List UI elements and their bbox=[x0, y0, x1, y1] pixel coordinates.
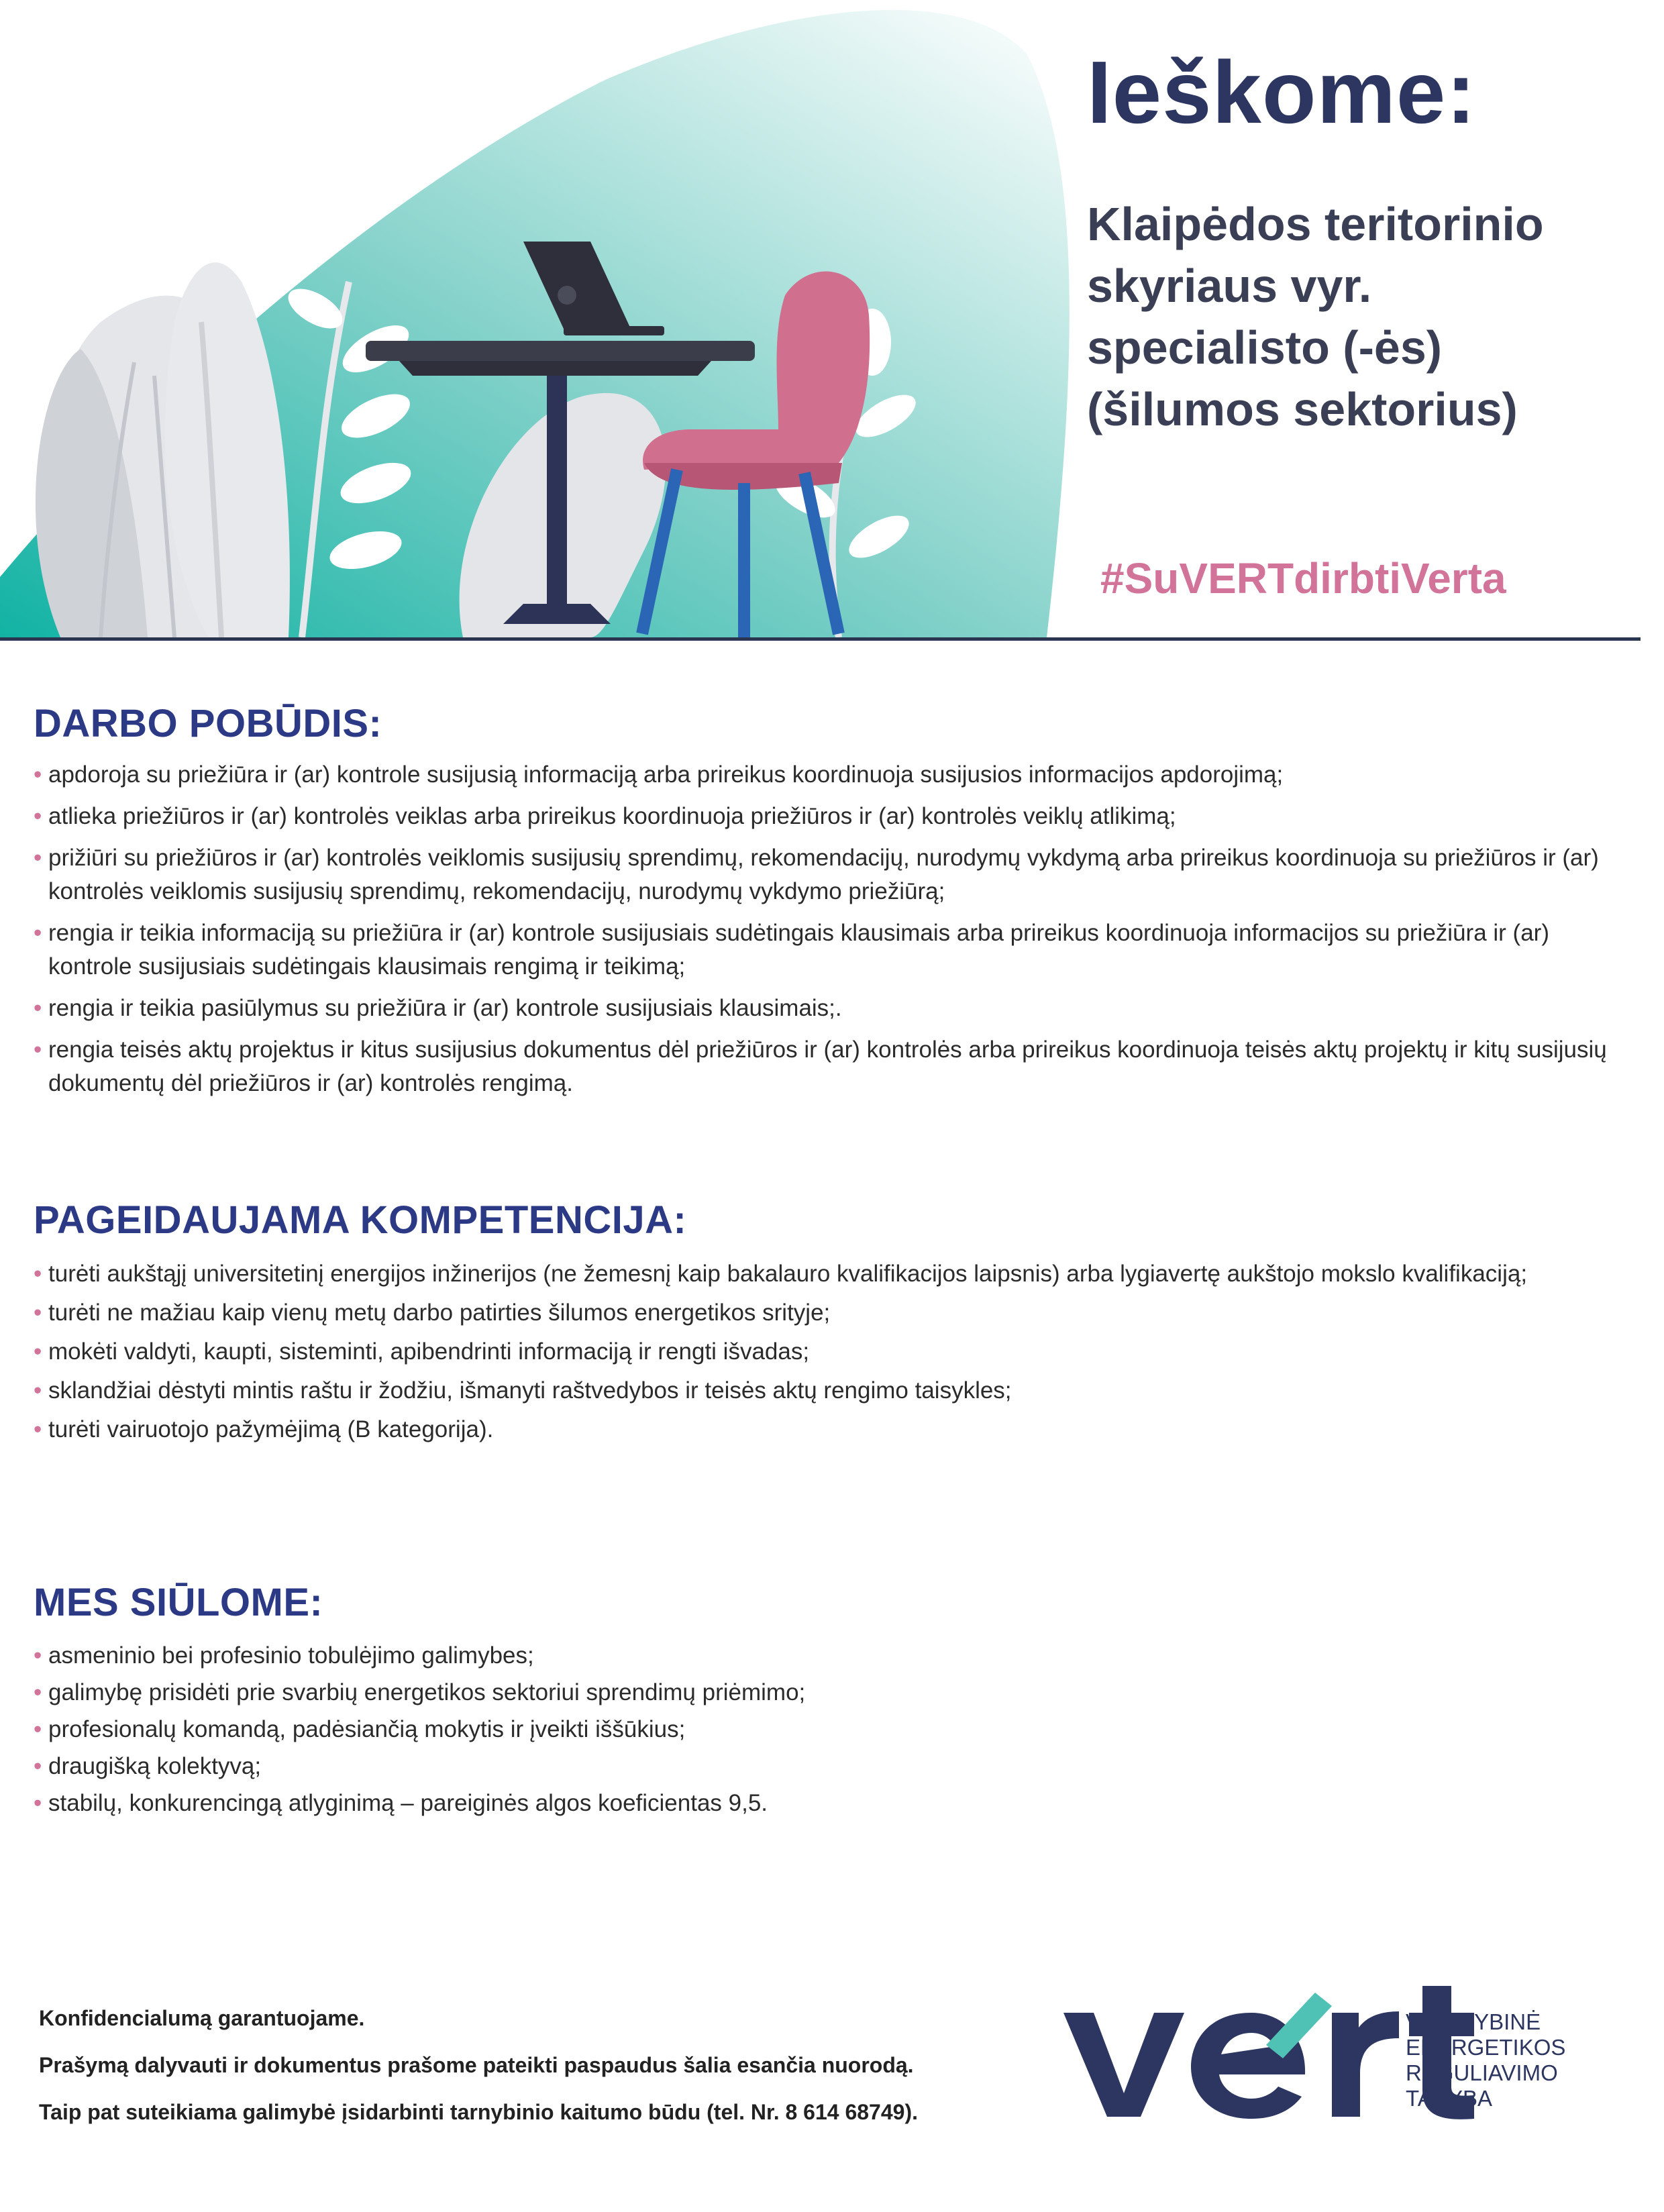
list-item: • atlieka priežiūros ir (ar) kontrolės veiklas arba prireikus koordinuoja priežiūros ir (ar) kontrolės veiklų atlikimą; bbox=[34, 800, 1630, 833]
job-title-line: Klaipėdos teritorinio bbox=[1087, 198, 1544, 250]
logo-caption-line: VALSTYBINĖ bbox=[1406, 2009, 1541, 2034]
list-item: • stabilų, konkurencingą atlyginimą – pareiginės algos koeficientas 9,5. bbox=[34, 1785, 1630, 1822]
list-item: • rengia ir teikia pasiūlymus su priežiūra ir (ar) kontrole susijusiais klausimais;. bbox=[34, 992, 1630, 1025]
bullet-list bbox=[34, 1255, 1630, 1449]
job-title bbox=[1087, 193, 1637, 440]
section-we-offer bbox=[34, 1580, 1630, 1822]
confidentiality-note: Konfidencialumą garantuojame. bbox=[39, 2006, 365, 2030]
job-title-line: specialisto (-ės) bbox=[1087, 321, 1443, 374]
logo-letter-v bbox=[1063, 2013, 1184, 2117]
logo-letter-r bbox=[1332, 2011, 1399, 2117]
transfer-note: Taip pat suteikiama galimybė įsidarbinti tarnybinio kaitumo būdu (tel. Nr. 8 614 68749). bbox=[39, 2100, 918, 2124]
list-item: • rengia ir teikia informaciją su priežiūra ir (ar) kontrole susijusiais sudėtingais klausimais arba prireikus koordinuoja informacijos su priežiūra ir (ar) kontrole susijusiais sudėtingais klausimais rengimą ir teikimą; bbox=[34, 916, 1630, 984]
page-headline: Ieškome: bbox=[1087, 43, 1477, 142]
table-top bbox=[366, 341, 755, 361]
list-item: • turėti aukštąjį universitetinį energijos inžinerijos (ne žemesnį kaip bakalauro kvalifikacijos laipsnis) arba lygiavertę aukštojo mokslo kvalifikaciją; bbox=[34, 1255, 1630, 1294]
list-item: • mokėti valdyti, kaupti, sisteminti, apibendrinti informaciją ir rengti išvadas; bbox=[34, 1332, 1630, 1371]
logo-caption bbox=[1406, 2009, 1565, 2111]
section-job-description bbox=[34, 701, 1630, 1108]
list-item: • draugišką kolektyvą; bbox=[34, 1748, 1630, 1785]
application-note: Prašymą dalyvauti ir dokumentus prašome pateikti paspaudus šalia esančia nuorodą. bbox=[39, 2053, 914, 2077]
list-item: • profesionalų komandą, padėsiančią mokytis ir įveikti iššūkius; bbox=[34, 1711, 1630, 1748]
bullet-list bbox=[34, 1637, 1630, 1822]
list-item: • prižiūri su priežiūros ir (ar) kontrolės veiklomis susijusių sprendimų, rekomendacijų, nurodymų vykdymą arba prireikus koordinuoja su priežiūros ir (ar) kontrolės veiklomis susijusių sprendimų, rekomendacijų, nurodymų vykdymo priežiūrą; bbox=[34, 841, 1630, 908]
bullet-list bbox=[34, 758, 1630, 1100]
section-competence bbox=[34, 1198, 1630, 1449]
list-item: • turėti ne mažiau kaip vienų metų darbo patirties šilumos energetikos srityje; bbox=[34, 1294, 1630, 1332]
list-item: • sklandžiai dėstyti mintis raštu ir žodžiu, išmanyti raštvedybos ir teisės aktų rengimo taisykles; bbox=[34, 1371, 1630, 1410]
header-divider bbox=[0, 637, 1641, 641]
section-title: DARBO POBŪDIS: bbox=[34, 702, 382, 745]
list-item: • turėti vairuotojo pažymėjimą (B kategorija). bbox=[34, 1410, 1630, 1449]
list-item: • rengia teisės aktų projektus ir kitus susijusius dokumentus dėl priežiūros ir (ar) kontrolės arba prireikus koordinuoja teisės aktų projektų ir kitų susijusių dokumentų dėl priežiūros ir (ar) kontrolės rengimą. bbox=[34, 1033, 1630, 1100]
list-item: • apdoroja su priežiūra ir (ar) kontrole susijusią informaciją arba prireikus koordinuoja susijusios informacijos apdorojimą; bbox=[34, 758, 1630, 792]
job-title-line: skyriaus vyr. bbox=[1087, 260, 1372, 312]
list-item: • galimybę prisidėti prie svarbių energetikos sektoriui sprendimų priėmimo; bbox=[34, 1674, 1630, 1711]
hashtag: #SuVERTdirbtiVerta bbox=[1100, 554, 1506, 602]
hero-banner bbox=[0, 0, 1664, 644]
logo-caption-line: ENERGETIKOS bbox=[1406, 2035, 1566, 2060]
job-title-line: (šilumos sektorius) bbox=[1087, 383, 1518, 435]
section-title: MES SIŪLOME: bbox=[34, 1581, 323, 1624]
footer-notes bbox=[39, 2005, 1045, 2146]
logo-caption-line: REGULIAVIMO bbox=[1406, 2060, 1558, 2085]
list-item: • asmeninio bei profesinio tobulėjimo galimybes; bbox=[34, 1637, 1630, 1674]
logo-caption-line: TARYBA bbox=[1406, 2086, 1492, 2111]
section-title: PAGEIDAUJAMA KOMPETENCIJA: bbox=[34, 1198, 687, 1242]
